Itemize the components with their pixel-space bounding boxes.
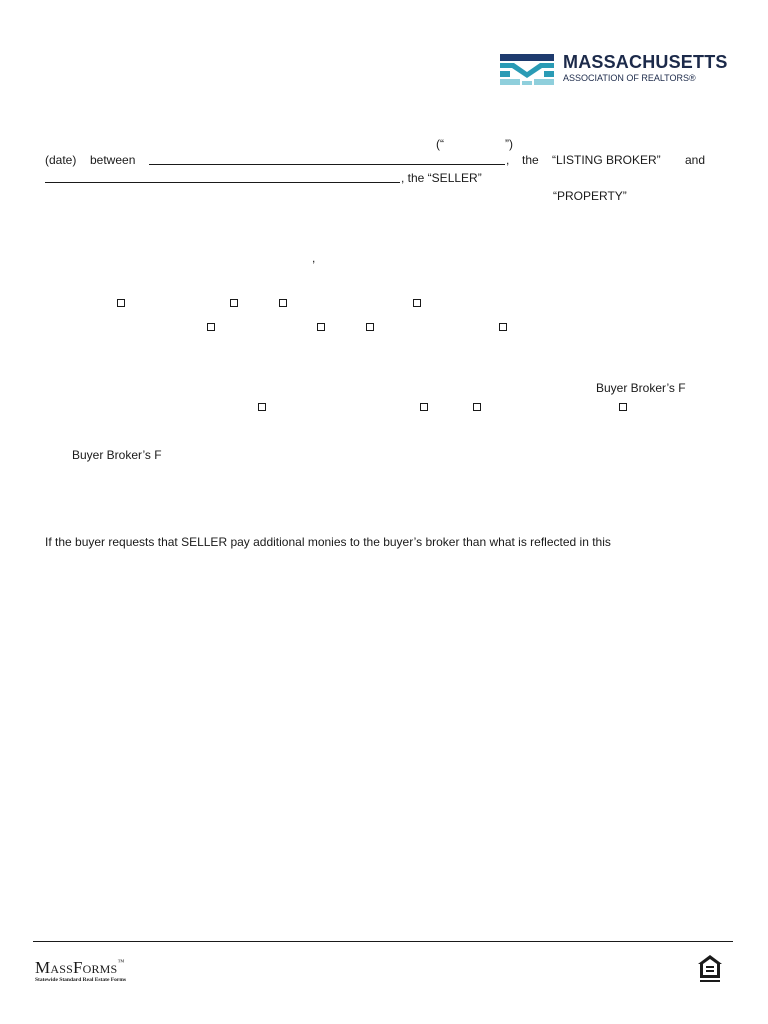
massforms-subtitle: Statewide Standard Real Estate Forms <box>35 977 127 983</box>
massforms-logo <box>35 958 125 978</box>
checkbox-row3-2[interactable] <box>420 403 428 411</box>
equal-housing-opportunity-icon <box>697 954 723 984</box>
and-label: and <box>685 153 706 167</box>
buyer-broker-fee-label-1: Buyer Broker’s F <box>596 381 686 395</box>
checkbox-row1-2[interactable] <box>230 299 238 307</box>
massforms-orms: ORMS <box>82 962 118 976</box>
logo-subtitle: ASSOCIATION OF REALTORS® <box>563 73 696 83</box>
property-label: “PROPERTY” <box>553 189 627 203</box>
massforms-f: F <box>72 958 83 977</box>
massforms-ass: ASS <box>50 962 73 976</box>
massforms-tm: ™ <box>117 958 125 966</box>
checkbox-row3-4[interactable] <box>619 403 627 411</box>
buyer-broker-fee-label-2: Buyer Broker’s F <box>72 448 162 462</box>
the-label: the <box>522 153 539 167</box>
comma-after-broker-field: , <box>506 153 510 167</box>
checkbox-row3-1[interactable] <box>258 403 266 411</box>
checkbox-row3-3[interactable] <box>473 403 481 411</box>
footer-divider <box>33 941 733 942</box>
checkbox-row2-4[interactable] <box>499 323 507 331</box>
between-label: between <box>90 153 136 167</box>
quote-close: ”) <box>505 137 513 151</box>
checkbox-row2-1[interactable] <box>207 323 215 331</box>
mar-logo <box>500 52 728 88</box>
listing-broker-name-field[interactable] <box>149 153 505 168</box>
checkbox-row1-3[interactable] <box>279 299 287 307</box>
checkbox-row1-1[interactable] <box>117 299 125 307</box>
lone-comma: , <box>312 251 316 265</box>
checkbox-row1-4[interactable] <box>413 299 421 307</box>
checkbox-row2-3[interactable] <box>366 323 374 331</box>
massforms-m: M <box>35 958 51 977</box>
additional-monies-text: If the buyer requests that SELLER pay additional monies to the buyer’s broker than what is reflected in this <box>45 535 611 549</box>
date-label: (date) <box>45 153 77 167</box>
seller-name-field[interactable] <box>45 171 400 186</box>
logo-title: MASSACHUSETTS <box>563 52 728 72</box>
checkbox-row2-2[interactable] <box>317 323 325 331</box>
listing-broker-label: “LISTING BROKER” <box>552 153 661 167</box>
mar-logo-mark-icon <box>500 54 554 86</box>
seller-label: , the “SELLER” <box>401 171 482 185</box>
quote-open: (“ <box>436 137 444 151</box>
